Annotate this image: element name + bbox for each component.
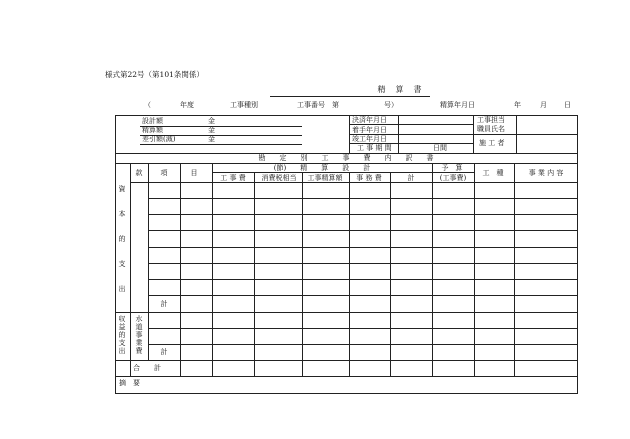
work-period-days: 日間 bbox=[433, 144, 447, 152]
settle-amount-label: 精算額 bbox=[142, 126, 163, 134]
income-char-4: 支 bbox=[118, 339, 126, 347]
income-char-1: 収 bbox=[118, 315, 126, 323]
header-koji-shubetsu: 工 種 bbox=[482, 169, 504, 177]
title-underline bbox=[270, 96, 430, 97]
header-sub-5: 計 bbox=[407, 174, 415, 182]
start-date-label: 着手年月日 bbox=[352, 126, 387, 134]
capital-char-1: 資 bbox=[118, 185, 126, 193]
capital-char-5: 出 bbox=[118, 285, 126, 293]
income-subtotal: 計 bbox=[160, 348, 168, 356]
date-year: 年 bbox=[514, 101, 521, 109]
water-char-4: 業 bbox=[135, 339, 143, 347]
water-char-3: 事 bbox=[135, 331, 143, 339]
header-sub-3: 工事精算額 bbox=[307, 174, 343, 182]
work-period-label: 工 事 期 間 bbox=[357, 144, 392, 152]
officer-label-2: 職員氏名 bbox=[477, 125, 505, 133]
design-amount-yen: 金 bbox=[208, 117, 215, 125]
capital-subtotal: 計 bbox=[160, 300, 168, 308]
water-char-1: 水 bbox=[135, 315, 143, 323]
header-kan: 款 bbox=[135, 169, 143, 177]
number-suffix: 号） bbox=[384, 101, 398, 109]
grand-total-label: 合 計 bbox=[133, 364, 161, 372]
header-moku: 目 bbox=[190, 169, 198, 177]
date-day: 日 bbox=[564, 101, 571, 109]
income-char-2: 益 bbox=[118, 323, 126, 331]
header-settlement-design: (節) 精 算 設 計 bbox=[273, 164, 371, 172]
header-sub-4: 事 務 費 bbox=[356, 174, 382, 182]
capital-char-3: 的 bbox=[118, 235, 126, 243]
decision-date-label: 決済年月日 bbox=[352, 116, 387, 124]
officer-label-1: 工事担当 bbox=[477, 116, 505, 124]
work-number-label: 工事番号 第 bbox=[297, 101, 339, 109]
settle-amount-yen: 金 bbox=[208, 126, 215, 134]
document-title: 精 算 書 bbox=[377, 85, 423, 94]
info-paren: （ bbox=[144, 101, 151, 109]
water-char-2: 道 bbox=[135, 323, 143, 331]
header-budget: 予 算 bbox=[441, 164, 463, 172]
diff-amount-yen: 金 bbox=[208, 135, 215, 143]
design-amount-label: 設計額 bbox=[142, 117, 163, 125]
diff-amount-label: 差引額(減) bbox=[142, 135, 176, 143]
breakdown-title: 勘 定 別 工 事 費 内 訳 書 bbox=[258, 154, 434, 162]
date-month: 月 bbox=[540, 101, 547, 109]
fiscal-year-label: 年度 bbox=[180, 101, 194, 109]
remarks-label: 摘 要 bbox=[119, 379, 140, 387]
work-type-label: 工事種別 bbox=[230, 101, 258, 109]
header-content: 事 業 内 容 bbox=[528, 169, 564, 177]
capital-char-2: 本 bbox=[118, 210, 126, 218]
contractor-label: 施 工 者 bbox=[479, 139, 505, 147]
income-char-3: 的 bbox=[118, 331, 126, 339]
income-char-5: 出 bbox=[118, 347, 126, 355]
header-kou: 項 bbox=[160, 169, 168, 177]
header-sub-1: 工 事 費 bbox=[220, 174, 246, 182]
water-char-5: 費 bbox=[135, 347, 143, 355]
header-sub-2: 消費税相当 bbox=[261, 174, 297, 182]
settlement-date-label: 精算年月日 bbox=[440, 101, 475, 109]
capital-char-4: 支 bbox=[118, 260, 126, 268]
completion-date-label: 竣工年月日 bbox=[352, 135, 387, 143]
header-sub-6: (工事費) bbox=[439, 174, 467, 182]
form-number: 様式第22号（第101条関係） bbox=[105, 70, 204, 79]
